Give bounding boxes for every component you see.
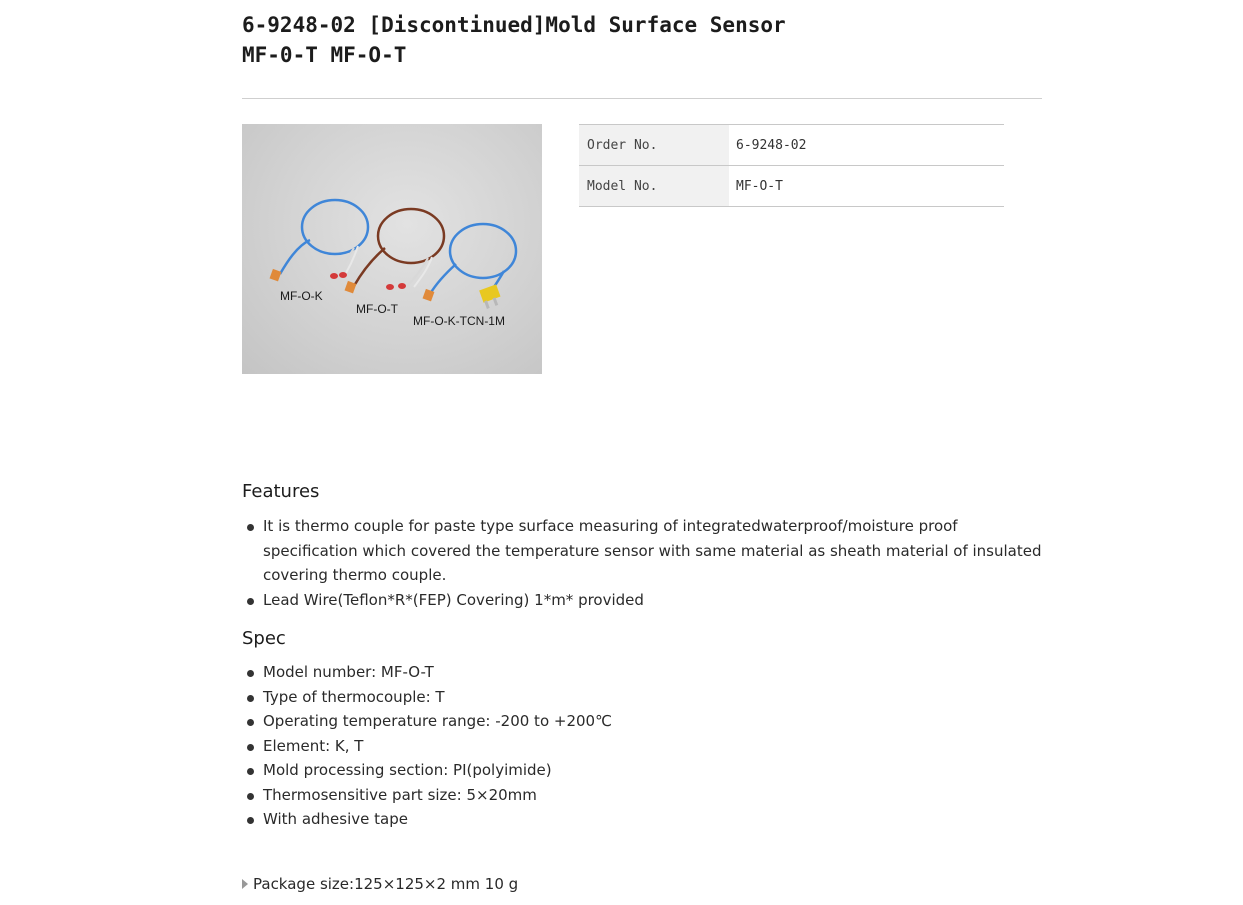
blue-cable-loop-2: [450, 224, 516, 278]
connector-pin-1: [484, 300, 490, 309]
list-item: Lead Wire(Teflon*R*(FEP) Covering) 1*m* provided: [242, 588, 1042, 613]
divider: [242, 98, 1042, 99]
table-row: [579, 166, 1004, 207]
spec-table: [579, 124, 1004, 207]
blue-cable-loop-1: [302, 200, 368, 254]
red-terminal-2: [339, 272, 347, 278]
title-line-1: 6-9248-02 [Discontinued]Mold Surface Sensor: [242, 13, 786, 37]
image-label-mf-o-k-tcn-1m: MF-O-K-TCN-1M: [413, 314, 505, 328]
brown-cable-lead: [354, 248, 385, 286]
page-title: [242, 10, 786, 70]
spec-heading: Spec: [242, 628, 286, 649]
package-size-text: Package size:125×125×2 mm 10 g: [253, 875, 519, 893]
list-item: It is thermo couple for paste type surface measuring of integratedwaterproof/moisture proof specification which covered the temperature sensor with same material as sheath material of insulated covering thermo couple.: [242, 514, 1042, 588]
list-item: Operating temperature range: -200 to +200℃: [242, 709, 1042, 734]
red-terminal-3: [386, 284, 394, 290]
yellow-connector: [479, 284, 500, 302]
sensor-tip-1: [270, 269, 282, 281]
product-image[interactable]: [242, 124, 542, 374]
list-item: Thermosensitive part size: 5×20mm: [242, 783, 1042, 808]
list-item: Model number: MF-O-T: [242, 660, 1042, 685]
brown-cable-loop: [378, 209, 444, 263]
package-info: [242, 872, 518, 896]
connector-pin-2: [493, 297, 499, 306]
cables-illustration: [242, 124, 542, 374]
list-item: With adhesive tape: [242, 807, 1042, 832]
triangle-right-icon: [242, 879, 248, 889]
red-terminal-4: [398, 283, 406, 289]
list-item: Element: K, T: [242, 734, 1042, 759]
spec-key-order-no: Order No.: [579, 125, 729, 165]
spec-value-model-no: MF-O-T: [736, 178, 783, 194]
features-list: [242, 514, 1042, 612]
blue-cable-lead-1: [280, 240, 310, 274]
title-line-2: MF-0-T MF-O-T: [242, 43, 407, 67]
blue-cable-lead-2: [430, 264, 456, 294]
image-label-mf-o-k: MF-O-K: [280, 289, 323, 303]
red-terminal-1: [330, 273, 338, 279]
spec-key-model-no: Model No.: [579, 166, 729, 206]
list-item: Mold processing section: PI(polyimide): [242, 758, 1042, 783]
product-page: [242, 0, 1042, 905]
spec-value-order-no: 6-9248-02: [736, 137, 807, 153]
table-row: [579, 125, 1004, 166]
spec-list: [242, 660, 1042, 832]
image-label-mf-o-t: MF-O-T: [356, 302, 398, 316]
list-item: Type of thermocouple: T: [242, 685, 1042, 710]
features-heading: Features: [242, 481, 320, 502]
